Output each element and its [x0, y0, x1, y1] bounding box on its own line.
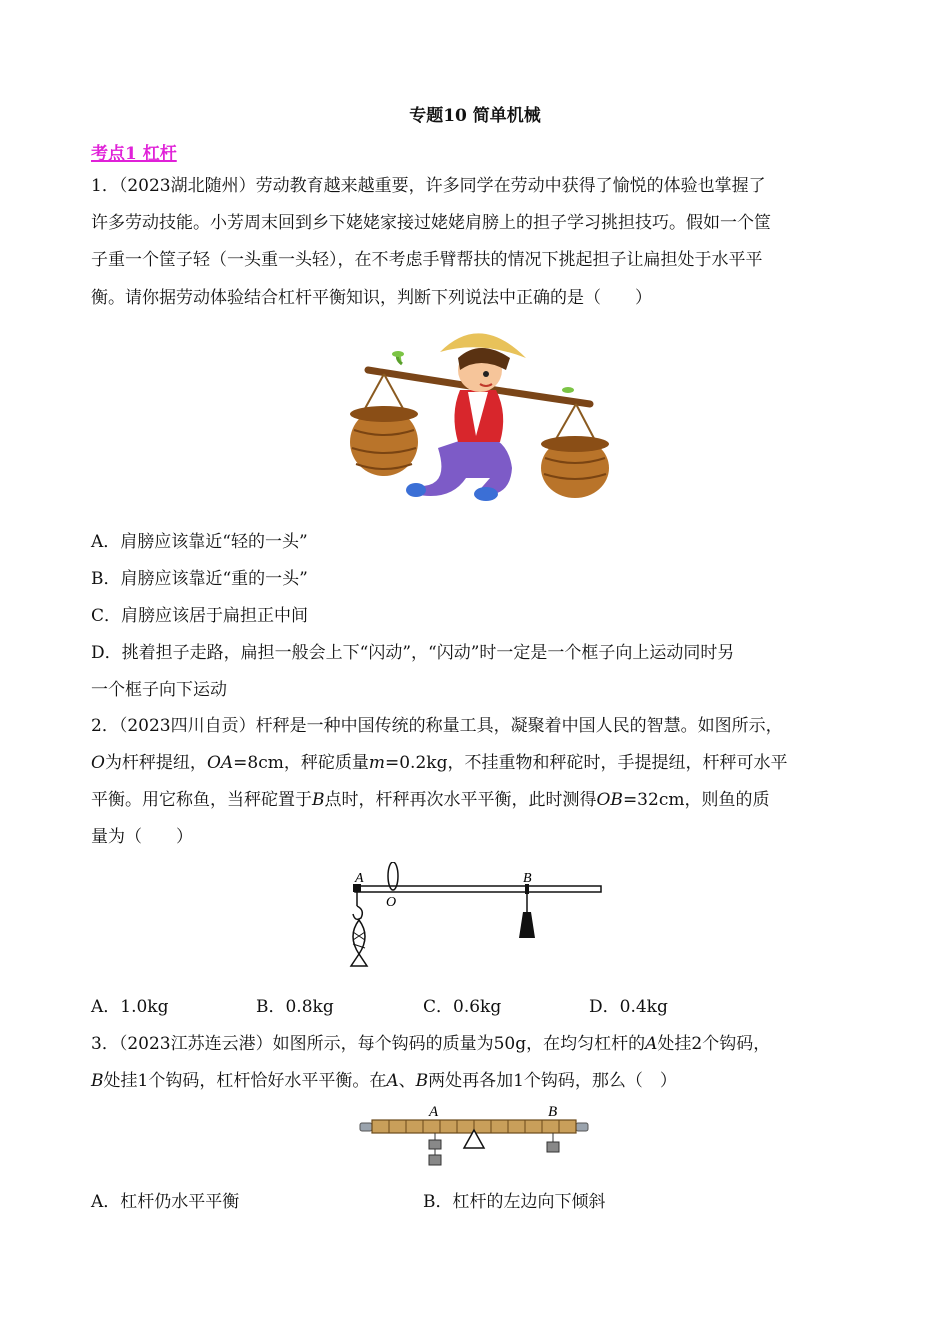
var-OA: OA: [206, 753, 234, 773]
var-m: m: [368, 753, 385, 773]
figure-label-A: A: [355, 871, 364, 886]
q1-option-d-cont: 一个框子向下运动: [91, 680, 227, 700]
q1-option-b: B．肩膀应该靠近“重的一头”: [91, 569, 308, 589]
q1-option-c: C．肩膀应该居于扁担正中间: [91, 606, 309, 626]
var-A: A: [645, 1034, 658, 1054]
q1-line-3: 子重一个筐子轻（一头重一头轻），在不考虑手臂帮扶的情况下挑起担子让扁担处于水平平: [91, 250, 763, 270]
section-heading: 考点1 杠杆: [91, 144, 177, 164]
q2-line-3: [91, 789, 769, 811]
text-span: 处挂2个钩码，: [657, 1034, 771, 1054]
var-O: O: [91, 753, 105, 773]
text-span: 、: [398, 1071, 416, 1091]
q3-option-a: A．杠杆仍水平平衡: [91, 1192, 240, 1212]
lever-figure: [358, 1102, 592, 1174]
q3-option-b: B．杠杆的左边向下倾斜: [423, 1192, 606, 1212]
page-title: 专题10 简单机械: [409, 106, 541, 126]
var-A: A: [386, 1071, 399, 1091]
text-span: =0.2kg，不挂重物和秤砣时，手提提纽，杆秤可水平: [384, 753, 788, 773]
text-span: 两处再各加1个钩码，那么（ ）: [428, 1071, 677, 1091]
q2-option-c: C．0.6kg: [423, 997, 502, 1017]
girl-carrying-baskets-figure: [340, 318, 620, 510]
q2-option-d: D．0.4kg: [589, 997, 668, 1017]
var-B: B: [415, 1071, 429, 1091]
q1-line-2: 许多劳动技能。小芳周末回到乡下姥姥家接过姥姥肩膀上的担子学习挑担技巧。假如一个筐: [91, 213, 771, 233]
text-span: =8cm，秤砣质量: [233, 753, 369, 773]
text-span: 为杆秤提纽，: [104, 753, 207, 773]
q1-option-d: D．挑着担子走路，扁担一般会上下“闪动”，“闪动”时一定是一个框子向上运动同时另: [91, 643, 735, 663]
steelyard-figure: [345, 862, 607, 972]
q2-line-1: 2．（2023四川自贡）杆秤是一种中国传统的称量工具，凝聚着中国人民的智慧。如图所示，: [91, 716, 783, 736]
figure-label-B: B: [548, 1104, 558, 1120]
q3-line-1: [91, 1033, 770, 1055]
q3-line-2: [91, 1070, 677, 1092]
q1-line-4: 衡。请你据劳动体验结合杠杆平衡知识，判断下列说法中正确的是（ ）: [91, 288, 652, 308]
text-span: 处挂1个钩码，杠杆恰好水平平衡。在: [103, 1071, 387, 1091]
figure-label-A: A: [429, 1104, 439, 1120]
q2-option-b: B．0.8kg: [256, 997, 334, 1017]
q1-option-a: A．肩膀应该靠近“轻的一头”: [91, 532, 308, 552]
q2-line-2: [91, 752, 787, 774]
figure-label-O: O: [386, 895, 397, 910]
q1-line-1: 1．（2023湖北随州）劳动教育越来越重要，许多同学在劳动中获得了愉悦的体验也掌握了: [91, 176, 766, 196]
var-B: B: [312, 790, 325, 810]
text-span: 平衡。用它称鱼，当秤砣置于: [91, 790, 312, 810]
text-span: 点时，杆秤再次水平平衡，此时测得: [324, 790, 597, 810]
text-span: =32cm，则鱼的质: [622, 790, 770, 810]
q2-option-a: A．1.0kg: [91, 997, 169, 1017]
q2-line-4: 量为（ ）: [91, 827, 193, 847]
var-B: B: [91, 1071, 104, 1091]
var-OB: OB: [596, 790, 623, 810]
text-span: 3．（2023江苏连云港）如图所示，每个钩码的质量为50g，在均匀杠杆的: [91, 1034, 646, 1054]
figure-label-B: B: [523, 871, 532, 886]
